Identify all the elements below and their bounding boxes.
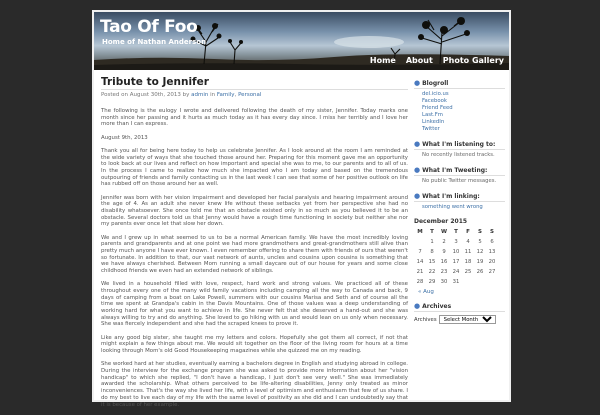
- archives-select[interactable]: [439, 315, 496, 324]
- category-family-link[interactable]: Family: [216, 92, 235, 98]
- blogroll-link-twitter[interactable]: Twitter: [422, 126, 440, 132]
- calendar-day: [414, 237, 426, 247]
- post-meta: Posted on August 30th, 2013 by admin in Family, Personal: [101, 92, 262, 98]
- calendar-day: 23: [440, 269, 448, 275]
- calendar-day-header: T: [430, 229, 434, 235]
- calendar-day: 6: [490, 239, 494, 245]
- post-paragraph: Jennifer was born with her vision impairment and developed her facial paralysis and hearing impairment around the age of 4. As an adult she never knew life without these setbacks yet from her perspective she had no disability whatsoever. She once told me that an obstacle existed only in so much as you believed it to be an obstacle. Several doctors told us that Jenny would have a rough time functioning in society but neither she nor my parents ever once let that slow her down.: [101, 194, 408, 228]
- calendar-prev-link[interactable]: « Aug: [418, 289, 434, 295]
- bullet-icon: ●: [414, 79, 421, 87]
- listening-widget: [414, 140, 505, 159]
- blogroll-link-friendfeed[interactable]: Friend Feed: [422, 105, 453, 111]
- post-paragraph: She worked hard at her studies, eventually earning a bachelors degree in English and studying abroad in college. During the interview for the exchange program she was asked to provide more information about her "vision handicap" to which she replied, "I don't have a handicap, I just don't see very well." She was immediately awarded the scholarship. What others perceived to be life-altering disabilities, Jenny only treated as minor inconveniences. That's the way she lived her life, with a level of optimism and enthusiasm that few of us share. I do my best to live each day of my life with the same level of positivity as she did and I can undoubtedly say that it is because of her example.: [101, 361, 408, 408]
- calendar-caption: December 2015: [414, 218, 468, 225]
- calendar-day: 14: [416, 259, 424, 265]
- linking-widget: [414, 192, 505, 211]
- bullet-icon: ●: [414, 302, 421, 310]
- calendar-day: 18: [464, 259, 472, 265]
- calendar-day-header: S: [478, 229, 482, 235]
- post-title[interactable]: Tribute to Jennifer: [101, 76, 408, 90]
- calendar-day: 27: [488, 269, 496, 275]
- post-content: [101, 76, 408, 415]
- calendar-table: [414, 227, 498, 287]
- calendar-day: 19: [476, 259, 484, 265]
- page-container: [92, 10, 511, 408]
- calendar-day: 25: [464, 269, 472, 275]
- site-title[interactable]: Tao Of Foo: [100, 17, 198, 37]
- post-author-link[interactable]: admin: [191, 92, 209, 98]
- blogroll-widget: [414, 79, 505, 133]
- site-description: Home of Nathan Anderson: [102, 38, 207, 46]
- calendar-day: 20: [488, 259, 496, 265]
- calendar-day: 22: [428, 269, 436, 275]
- post-paragraph: We lived in a household filled with love, respect, hard work and strong values. We practiced all of these throughout every one of the many wild family vacations including camping all the way to Canada and back, 9 days of camping from a boat on Lake Powell, summers with our cousins Marisa and Seth and of course all the time we spent at Grandpa's cabin in the Davis Mountains. One of those values was a deep understanding of working hard for what you want to achieve in life. She never felt that she deserved a hand-out and she was always willing to try and do anything. She loved to go hiking with us and would lean on us only when necessary. She was fiercely independent and she had the scraped knees to prove it.: [101, 281, 408, 328]
- calendar-day: 5: [478, 239, 482, 245]
- listening-title: What I'm listening to:: [422, 140, 496, 148]
- calendar-day: 31: [452, 279, 460, 285]
- calendar-day: 1: [430, 239, 434, 245]
- calendar-day: [486, 277, 498, 287]
- calendar-day: 8: [430, 249, 434, 255]
- calendar-day: 16: [440, 259, 448, 265]
- nav-photo-gallery[interactable]: Photo Gallery: [442, 56, 504, 65]
- calendar-day: 21: [416, 269, 424, 275]
- calendar-day-header: W: [440, 229, 448, 235]
- calendar-day: [462, 277, 474, 287]
- calendar-day: 28: [416, 279, 424, 285]
- calendar-day: 12: [476, 249, 484, 255]
- nav-home[interactable]: Home: [369, 56, 396, 65]
- calendar-day: 13: [488, 249, 496, 255]
- calendar-day: 24: [452, 269, 460, 275]
- archives-title: Archives: [422, 302, 452, 310]
- linking-item[interactable]: something went wrong: [422, 204, 483, 210]
- post-paragraph: We and I grew up in what seemed to us to be a normal American family. We have the most incredibly loving parents and grandparents and at one point we had more grandmothers and great-grandmothers still alive than pretty much anyone I have ever known. I even remember offering to share them with friends of ours that weren't so fortunate. In addition to that, our vast network of aunts, uncles and cousins upon cousins is something that we have always cherished. Between Mom running a small daycare out of our house for years and some close childhood friends we even had an extended network of siblings.: [101, 234, 408, 275]
- calendar-day-header: M: [417, 229, 423, 235]
- tweeting-widget: [414, 166, 505, 185]
- blogroll-link-delicious[interactable]: del.icio.us: [422, 91, 449, 97]
- calendar-day: 2: [442, 239, 446, 245]
- calendar-day-header: T: [454, 229, 458, 235]
- post-meta-in: in: [210, 92, 216, 98]
- nav-about[interactable]: About: [405, 56, 433, 65]
- bullet-icon: ●: [414, 140, 421, 148]
- archives-widget: [414, 302, 505, 324]
- calendar-day: 26: [476, 269, 484, 275]
- calendar-day: 7: [418, 249, 422, 255]
- bullet-icon: ●: [414, 192, 421, 200]
- sidebar: [414, 79, 505, 331]
- tweeting-item: No public Twitter messages.: [422, 178, 497, 184]
- post-paragraph: August 9th, 2013: [101, 134, 148, 141]
- calendar-day: 10: [452, 249, 460, 255]
- calendar-day-header: F: [466, 229, 470, 235]
- linking-title: What I'm linking:: [422, 192, 480, 200]
- post-paragraph: Thank you all for being here today to help us celebrate Jennifer. As I look around at the room I am reminded at the wide variety of ways that she touched those around her. Preparing for this moment gave me an opportunity to look back at our lives and reflect on how important and special she was to me, to our parents and to all of us. In the process I came to realize how much she impacted who I am today and based on the tremendous outpouring of friends and family contacting us in the last week I can see that some of her positive outlook on life has rubbed off on those around her as well.: [101, 147, 408, 188]
- calendar-day: [474, 277, 486, 287]
- blogroll-link-lastfm[interactable]: Last.Fm: [422, 112, 443, 118]
- calendar-day: 4: [466, 239, 470, 245]
- main-nav: [370, 56, 504, 65]
- calendar-widget: [414, 218, 505, 295]
- calendar-day: 17: [452, 259, 460, 265]
- calendar-day: 9: [442, 249, 446, 255]
- post-body: [101, 108, 408, 408]
- calendar-day: 11: [464, 249, 472, 255]
- bullet-icon: ●: [414, 166, 421, 174]
- calendar-day: 15: [428, 259, 436, 265]
- post-paragraph: The following is the eulogy I wrote and delivered following the death of my sister, Jennifer. Today marks one month since her passing and it hurts as much today as it has every day since. I miss her terribly and I love her more than I can express.: [101, 108, 408, 128]
- blogroll-link-facebook[interactable]: Facebook: [422, 98, 447, 104]
- archives-label: Archives: [414, 316, 437, 323]
- calendar-day: 29: [428, 279, 436, 285]
- calendar-day-header: S: [490, 229, 494, 235]
- calendar-day: 3: [454, 239, 458, 245]
- blogroll-link-linkedin[interactable]: LinkedIn: [422, 119, 445, 125]
- calendar-day: 30: [440, 279, 448, 285]
- tweeting-title: What I'm Tweeting:: [422, 166, 488, 174]
- listening-item: No recently listened tracks.: [422, 152, 495, 158]
- post-meta-date: Posted on August 30th, 2013 by: [101, 92, 190, 98]
- site-header: [94, 12, 509, 70]
- category-personal-link[interactable]: Personal: [238, 92, 262, 98]
- blogroll-title: Blogroll: [422, 79, 449, 87]
- post-paragraph: Like any good big sister, she taught me my letters and colors. Hopefully she got them all correct, if not that might explain a few things about me. We would sit together on the floor of the living room for hours at a time looking through Mom's old Good Housekeeping magazines while she quizzed me on my reading.: [101, 334, 408, 355]
